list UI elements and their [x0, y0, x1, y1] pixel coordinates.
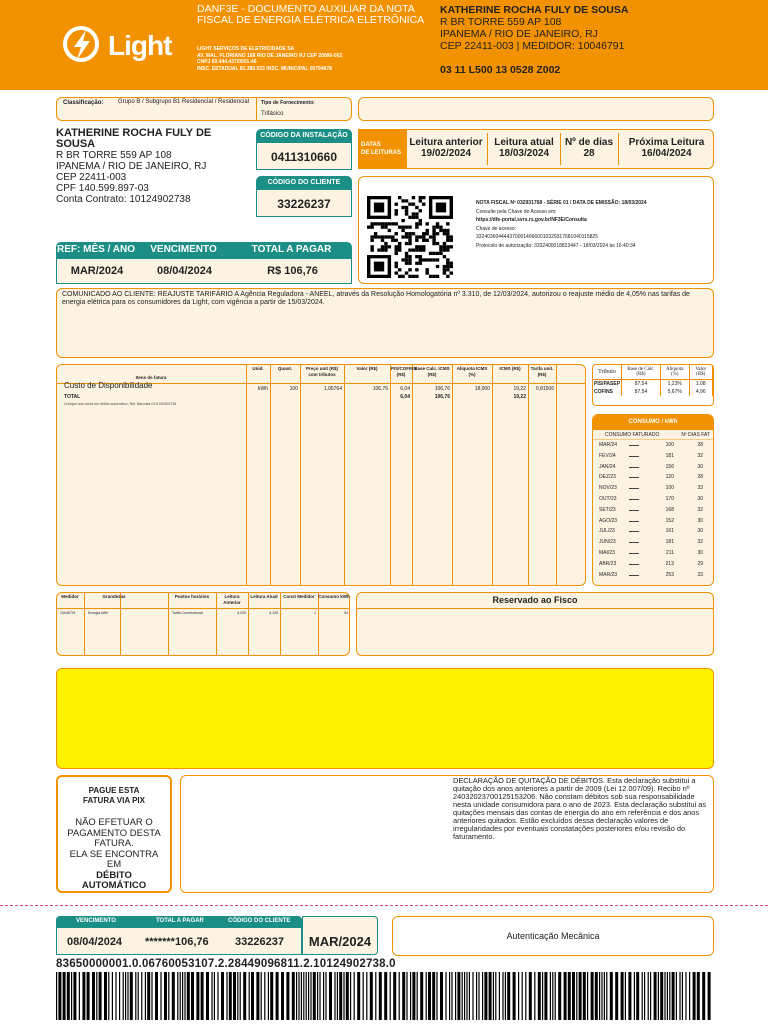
items-cell: 6,04	[400, 394, 410, 400]
company-address: AV. MAL. FLORIANO 168 RIO DE JANEIRO RJ CEP 20080-002	[197, 52, 343, 59]
tributo-header: Valor (R$)	[689, 365, 712, 379]
tributo-header: Base de Cálc. (R$)	[622, 365, 661, 379]
nf-consult: Consulte pela Chave de Acesso em:	[476, 208, 557, 215]
items-cell: 19,22	[513, 394, 526, 400]
consumo-col2: Nº DIAS FAT	[681, 432, 710, 438]
consumo-kwh: 100	[665, 442, 674, 448]
medidor-cell: Energia kWh	[88, 611, 109, 615]
consumo-row	[593, 440, 713, 451]
consumo-row	[593, 494, 713, 505]
consumo-days: 32	[697, 506, 703, 513]
company-name: LIGHT SERVIÇOS DE ELETRICIDADE SA	[197, 46, 295, 52]
stub-ref-value: MAR/2024	[302, 916, 378, 955]
barcode	[56, 972, 714, 1020]
client-code-label: CÓDIGO DO CLIENTE	[256, 176, 352, 189]
stub-total-value: *******106,76	[145, 936, 209, 948]
consumo-days: 28	[697, 442, 703, 448]
medidor-header: Leitura Atual	[250, 594, 278, 599]
client-addr1: R BR TORRE 559 AP 108	[56, 150, 172, 161]
consumo-month: FEV/24	[599, 452, 616, 459]
installation-code-label: CÓDIGO DA INSTALAÇÃO	[256, 129, 352, 142]
consumo-month: AGO/23	[599, 517, 618, 524]
qr-code	[367, 196, 453, 278]
ref-values	[56, 258, 352, 284]
total-value: R$ 106,76	[267, 265, 318, 277]
tributo-cell: 1,23%	[660, 379, 689, 388]
consumo-days: 33	[697, 485, 703, 492]
items-col-divider	[270, 364, 271, 586]
readings-label	[358, 129, 406, 169]
consumo-month: SET/23	[599, 506, 616, 513]
medidor-cell: 94	[344, 611, 348, 615]
auth-text: Autenticação Mecânica	[506, 931, 600, 941]
barcode-digits: 83650000001.0.06760053107.2.28449096811.2.10124902738.0	[56, 958, 396, 970]
consumo-bar-icon	[629, 542, 639, 543]
consumo-kwh: 170	[665, 495, 674, 502]
due-value: 08/04/2024	[156, 265, 213, 277]
consumo-month: JAN/24	[599, 463, 616, 470]
items-cell: 106,76	[434, 386, 450, 392]
items-cell: TOTAL	[64, 394, 81, 400]
classification-value: Grupo B / Subgrupo B1 Residencial / Residencial	[118, 99, 250, 105]
items-col-divider	[528, 364, 529, 586]
items-cell: 106,76	[434, 394, 450, 400]
medidor-col-divider	[168, 592, 169, 656]
consumo-days: 30	[697, 549, 703, 556]
header-customer-addr3: CEP 22411-003 | MEDIDOR: 10046791	[440, 40, 625, 52]
items-header-cell: Valor (R$)	[356, 366, 378, 371]
items-cell: 19,22	[513, 386, 526, 392]
consumo-month: JUL/23	[599, 528, 615, 535]
days-label: Nº de dias	[564, 137, 614, 148]
consumo-days: 32	[697, 452, 703, 459]
stub-header	[56, 916, 302, 927]
tributo-header: Alíquota (%)	[660, 365, 689, 379]
consumo-bar-icon	[629, 510, 639, 511]
bolt-icon	[62, 24, 106, 68]
client-contract: Conta Contrato: 10124902738	[56, 194, 191, 205]
pix-line1: PAGUE ESTA	[88, 786, 140, 795]
client-name-2: SOUSA	[56, 138, 96, 150]
consumo-kwh: 156	[665, 463, 674, 470]
items-header-cell: Preço unit (R$) com tributos	[305, 366, 338, 377]
consumo-days: 30	[697, 528, 703, 535]
pix-line3: NÃO EFETUAR O	[75, 817, 153, 828]
consumo-row	[593, 516, 713, 527]
readings-label-1: DATAS	[361, 142, 381, 148]
consumo-row	[593, 537, 713, 548]
consumo-bar-icon	[629, 456, 639, 457]
doc-title-2: FISCAL DE ENERGIA ELÉTRICA ELETRÔNICA	[197, 14, 425, 26]
consumo-days: 30	[697, 495, 703, 502]
items-cell: 1,06764	[323, 386, 342, 392]
items-cell: 6,04	[400, 386, 410, 392]
consumo-title: CONSUMO / kWh	[593, 415, 713, 430]
tributo-table	[592, 364, 714, 406]
consumo-bar-icon	[629, 477, 639, 478]
stub-total-label: TOTAL A PAGAR	[156, 918, 204, 924]
tributo-cell: 5,67%	[660, 388, 689, 396]
route-code: 03 11 L500 13 0528 Z002	[440, 64, 561, 76]
medidor-box	[56, 592, 350, 656]
consumo-row	[593, 472, 713, 483]
items-cell: Custo de Disponibilidade	[64, 381, 153, 390]
consumo-kwh: 152	[665, 517, 674, 524]
consumo-month: NOV/23	[599, 485, 617, 492]
consumo-bar-icon	[629, 445, 639, 446]
nf-protocol: Protocolo de autorização: 3332400018823447 - 18/03/2024 às 16:40:34	[476, 242, 636, 249]
pix-line2: FATURA VIA PIX	[83, 796, 145, 805]
items-col-divider	[300, 364, 301, 586]
yellow-area	[56, 668, 714, 769]
medidor-col-divider	[120, 592, 121, 656]
items-cell: 0,81506	[535, 386, 554, 392]
medidor-cell: Tarifa Convencional	[172, 611, 203, 615]
items-header-cell: PIS/COFINS (R$)	[391, 366, 417, 377]
consumo-days: 28	[697, 474, 703, 481]
consumo-month: ABR/23	[599, 560, 617, 567]
blank-box-top	[358, 97, 714, 121]
consumo-row	[593, 559, 713, 570]
ref-value: MAR/2024	[70, 265, 124, 277]
client-code-value: 33226237	[256, 189, 352, 217]
consumo-row	[593, 548, 713, 559]
consumo-kwh: 168	[665, 506, 674, 513]
nf-key: 33240360444437000146660010329317681040115825	[476, 234, 598, 240]
installation-code-value: 0411310660	[256, 142, 352, 170]
items-cell: 18,000	[474, 386, 490, 392]
cut-line	[0, 905, 768, 906]
items-header-cell: Quant.	[277, 366, 293, 371]
consumo-col1: CONSUMO FATURADO	[605, 432, 660, 438]
consumo-month: JUN/23	[599, 539, 616, 546]
pix-line4: PAGAMENTO DESTA	[67, 827, 161, 839]
stub-cli-value: 33226237	[235, 936, 284, 948]
next-reading-label: Próxima Leitura	[628, 137, 705, 148]
items-col-divider	[246, 364, 247, 586]
items-cell: kWh	[258, 386, 268, 392]
ref-label: REF: MÊS / ANO	[57, 244, 135, 255]
medidor-cell: 5.129	[269, 611, 278, 615]
stub-due-value: 08/04/2024	[67, 936, 123, 948]
consumo-days: 29	[697, 560, 703, 567]
logo-text: Light	[108, 30, 172, 61]
supply-type-label: Tipo de Fornecimento:	[261, 100, 315, 106]
consumo-bar-icon	[629, 575, 639, 576]
notice-text: COMUNICADO AO CLIENTE: REAJUSTE TARIFÁRIO A Agência Reguladora - ANEEL, através da Resolução Homologatória nº 3.310, de 12/03/2024, autorizou o reajuste médio de 4,05% nas tarifas de energia elétrica para os consumidores da Light, com vigência a partir de 15/03/2024.	[62, 291, 690, 306]
consumo-row	[593, 483, 713, 494]
consumo-month: OUT/23	[599, 495, 617, 502]
header-customer-addr1: R BR TORRE 559 AP 108	[440, 16, 562, 28]
pix-line6: ELA SE ENCONTRA	[69, 848, 159, 860]
medidor-col-divider	[84, 592, 85, 656]
medidor-header: Medidor	[61, 594, 79, 599]
debit-note: Conique aus conta em débito automático, Ref. Banciais Ot 8 024902738	[64, 402, 177, 406]
tributo-cell: 4,96	[689, 388, 712, 396]
items-col-divider	[344, 364, 345, 586]
light-logo	[62, 24, 184, 68]
items-cell: 100	[289, 386, 298, 392]
consumo-bar-icon	[629, 499, 639, 500]
tributo-cell: PIS/PASEP	[594, 380, 621, 387]
items-cell: 106,76	[372, 386, 388, 392]
medidor-cell: 10046791	[60, 611, 76, 615]
client-addr3: CEP 22411-003	[56, 172, 127, 183]
days-value: 28	[583, 148, 595, 159]
stub-due-label: VENCIMENTO	[76, 918, 116, 924]
items-header-cell: ICMS (R$)	[499, 366, 521, 371]
due-label: VENCIMENTO	[150, 244, 217, 255]
consumo-days: 32	[697, 539, 703, 546]
items-header-cell: Base Calc. ICMS (R$)	[414, 366, 450, 377]
classification-label: Classificação:	[63, 100, 104, 106]
doc-title-1: DANF3E - DOCUMENTO AUXILIAR DA NOTA	[197, 3, 415, 15]
prev-reading-value: 19/02/2024	[420, 148, 472, 159]
header-customer-name: KATHERINE ROCHA FULY DE SOUSA	[440, 4, 629, 16]
prev-reading-label: Leitura anterior	[409, 137, 483, 148]
next-reading-value: 16/04/2024	[641, 148, 692, 159]
medidor-header: Consumo kWh	[318, 594, 350, 599]
curr-reading-value: 18/03/2024	[498, 148, 550, 159]
stub-cli-label: CÓDIGO DO CLIENTE	[228, 918, 291, 924]
nf-url[interactable]: https://dfe-portal.svrs.rs.gov.br/NF3E/Consulta	[476, 217, 587, 223]
medidor-cell: 5.029	[237, 611, 246, 615]
items-header-cell: Itens de fatura	[135, 375, 167, 380]
client-name-1: KATHERINE ROCHA FULY DE	[56, 127, 212, 139]
tributo-header: Tributo	[593, 365, 622, 379]
consumo-kwh: 161	[665, 528, 674, 535]
medidor-cell: 1	[314, 611, 316, 615]
tributo-cell: COFINS	[593, 388, 622, 396]
total-label: TOTAL A PAGAR	[251, 244, 332, 255]
consumo-month: MAI/23	[599, 549, 615, 556]
pix-line8: DÉBITO	[96, 869, 132, 881]
supply-type-value: Trifásico	[261, 111, 284, 117]
consumo-bar-icon	[629, 531, 639, 532]
readings-label-2: DE LEITURAS	[361, 150, 402, 156]
medidor-col-divider	[318, 592, 319, 656]
medidor-col-divider	[248, 592, 249, 656]
medidor-header: Postos horários	[174, 594, 210, 599]
consumo-row	[593, 505, 713, 516]
tributo-cell: 87,54	[622, 388, 661, 396]
items-header-cell: Alíquota ICMS (%)	[456, 366, 488, 377]
medidor-header: Leitura Anterior	[223, 594, 241, 605]
pix-line5: FATURA.	[94, 838, 134, 849]
company-cnpj: CNPJ 60.444.437/0001-46	[197, 59, 257, 65]
consumo-kwh: 211	[666, 549, 674, 556]
consumo-bar-icon	[629, 488, 639, 489]
items-col-divider	[556, 364, 557, 586]
company-insc: INSC. ESTADUAL 81.380.023 INSC. MUNICIPAL 00794678	[197, 65, 332, 72]
consumo-row	[593, 451, 713, 462]
consumo-days: 33	[697, 571, 703, 578]
consumo-bar-icon	[629, 467, 639, 468]
consumo-bar-icon	[629, 564, 639, 565]
consumo-bar-icon	[629, 521, 639, 522]
tributo-cell: 1,08	[689, 379, 712, 388]
consumo-kwh: 181	[665, 452, 674, 459]
pix-line9: AUTOMÁTICO	[81, 880, 147, 891]
curr-reading-label: Leitura atual	[494, 137, 554, 148]
consumo-days: 30	[697, 463, 703, 470]
consumo-bar-icon	[629, 553, 639, 554]
stub-values	[56, 927, 302, 955]
nf-key-label: Chave de acesso:	[476, 225, 517, 232]
consumo-kwh: 181	[665, 539, 674, 546]
nf-number: NOTA FISCAL Nº 032931768 - SÉRIE 01 / DATA DE EMISSÃO: 18/03/2024	[476, 200, 647, 206]
medidor-header: Const Medidor	[283, 594, 315, 599]
consumo-month: MAR/24	[599, 442, 618, 448]
consumo-month: MAR/23	[599, 571, 618, 578]
consumo-row	[593, 526, 713, 537]
consumo-month: DEZ/23	[599, 474, 616, 481]
pix-line7: EM	[106, 859, 122, 870]
consumo-kwh: 253	[665, 571, 674, 578]
items-header-cell: Tarifa unit. (R$)	[530, 366, 554, 377]
consumo-kwh: 100	[665, 485, 674, 492]
client-cpf: CPF 140.599.897-03	[56, 183, 149, 194]
quitacao-text: DECLARAÇÃO DE QUITAÇÃO DE DÉBITOS. Esta declaração substitui a quitação dos anos anteriores a partir de 2009 (Lei 12.007/09). Recibo nº 240320237001251532​06. Não constam débitos sob sua responsabilidade nesta unidade consumidora para o ano de 2023. Esta declaração substitui as quitações mensais das contas de energia do ano em referência e dos anos anteriores quitados. Estão excluídos dessa declaração valores de irregularidades por eventuais constatações posteriores e/ou revisão do faturamento.	[453, 777, 711, 841]
consumo-kwh: 213	[665, 560, 674, 567]
medidor-header: Grandezas	[102, 594, 126, 599]
fisco-title: Reservado ao Fisco	[492, 595, 578, 605]
consumo-row	[593, 570, 713, 581]
consumo-box	[592, 414, 714, 586]
consumo-row	[593, 462, 713, 473]
tributo-cell: 87,54	[622, 379, 661, 388]
items-col-divider	[452, 364, 453, 586]
header-customer-addr2: IPANEMA / RIO DE JANEIRO, RJ	[440, 28, 598, 40]
consumo-days: 30	[697, 517, 703, 524]
items-header-cell: Unid.	[252, 366, 264, 371]
ref-header	[56, 242, 352, 258]
consumo-kwh: 120	[665, 474, 674, 481]
client-addr2: IPANEMA / RIO DE JANEIRO, RJ	[56, 161, 207, 172]
medidor-col-divider	[280, 592, 281, 656]
